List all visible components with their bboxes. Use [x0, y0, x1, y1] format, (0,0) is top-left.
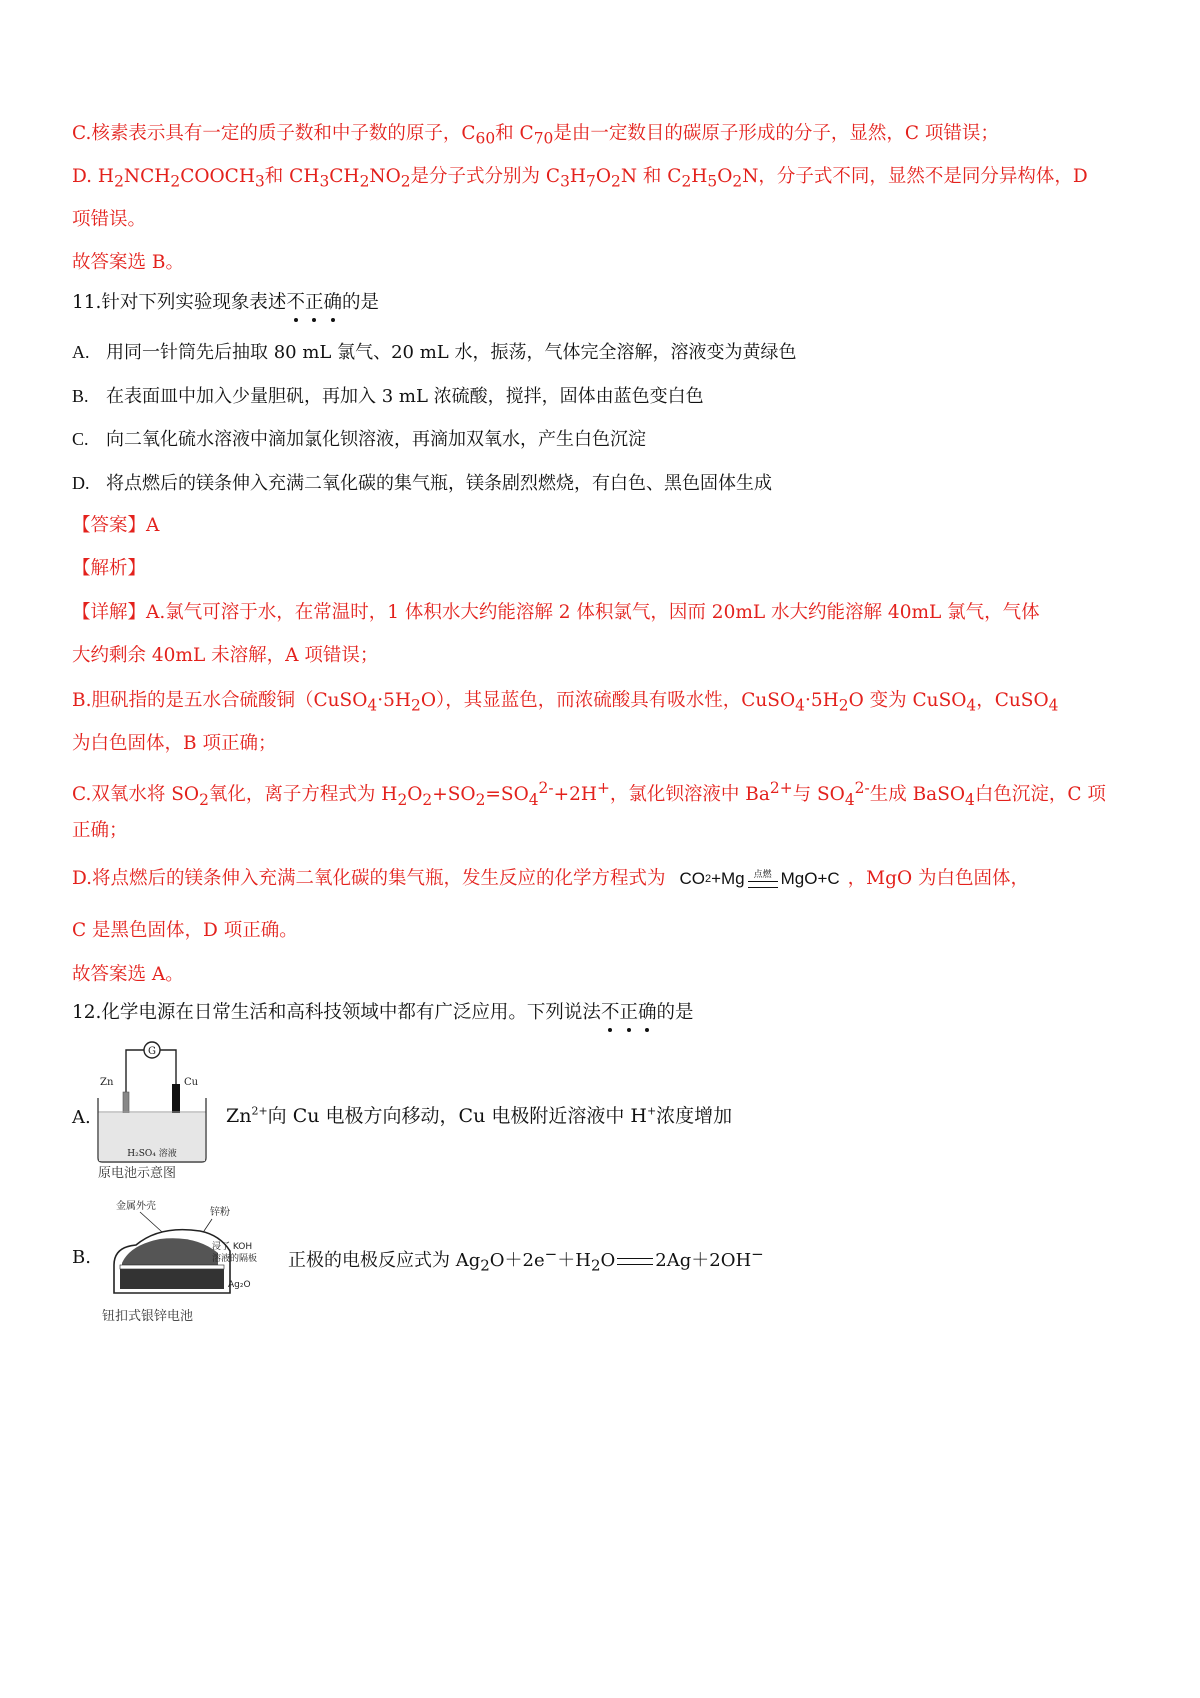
svg-text:Ag₂O: Ag₂O: [228, 1280, 251, 1290]
q11-option-c: C. 向二氧化硫水溶液中滴加氯化钡溶液，再滴加双氧水，产生白色沉淀: [72, 429, 646, 450]
button-battery-figure: [100, 1195, 280, 1325]
mg-co2-equation: CO 2 +Mg 点燃 MgO+C: [679, 869, 840, 888]
q12-option-b-text: 正极的电极反应式为 $Ag_2O+2e^-+H_2O$ 2Ag＋2OH−: [288, 1245, 764, 1275]
galvanic-cell-figure: [94, 1040, 218, 1180]
explain-c-line: C.核素表示具有一定的质子数和中子数的原子，$C_{60}$和 $C_{70}$是由一定数目的碳原子形成的分子，显然，C 项错误；: [72, 123, 999, 148]
q11-stem: 11.针对下列实验现象表述不正确的是: [72, 290, 1130, 316]
q11-analysis-title: 【解析】: [72, 558, 147, 579]
equals-ignite-sign: 点燃: [748, 871, 778, 888]
double-bond-equals: [617, 1258, 653, 1265]
answer-b-conclusion: 故答案选 B。: [72, 252, 184, 273]
explain-d-line: D. $H_2NCH_2COOCH_3$和 $CH_3CH_2NO_2$是分子式分别为 $C_3H_7O_2N$ 和 $C_2H_5O_2N$，分子式不同，显然不是同分异构体，D: [72, 166, 1088, 191]
q11-detail-d2: C 是黑色固体，D 项正确。: [72, 920, 298, 941]
button-battery-diagram: [100, 1195, 280, 1305]
q11-option-a: A. 用同一针筒先后抽取 80 mL 氯气、20 mL 水，振荡，气体完全溶解，溶液变为黄绿色: [72, 342, 797, 363]
q11-detail-c1: C.双氧水将 $SO_2$氧化，离子方程式为 $H_2O_2+SO_2=SO_4^{2-}+2H^+$，氯化钡溶液中 $Ba^{2+}$与 $SO_4^{2-}$生成 BaSO$_4$白色沉淀，C 项: [72, 779, 1106, 809]
q11-option-b: B. 在表面皿中加入少量胆矾，再加入 3 mL 浓硫酸，搅拌，固体由蓝色变白色: [72, 386, 704, 407]
explain-d-cont: 项错误。: [72, 209, 147, 230]
q11-detail-b1: B.胆矾指的是五水合硫酸铜$(CuSO_4\cdot 5H_2O)$，其显蓝色，而浓硫酸具有吸水性，$CuSO_4\cdot 5H_2O$ 变为 CuSO$_4$，CuSO$_4$: [72, 690, 1059, 715]
q11-detail-b2: 为白色固体，B 项正确；: [72, 733, 277, 754]
q11-option-d: D. 将点燃后的镁条伸入充满二氧化碳的集气瓶，镁条剧烈燃烧，有白色、黑色固体生成: [72, 473, 772, 494]
galvanic-cell-caption: 原电池示意图: [98, 1166, 177, 1181]
q12-option-a-text: $Zn^{2+}$向 Cu 电极方向移动，Cu 电极附近溶液中 H+浓度增加: [226, 1104, 733, 1127]
q12-option-a-label: A.: [72, 1107, 91, 1128]
svg-text:G: G: [148, 1046, 156, 1057]
q11-conclusion: 故答案选 A。: [72, 964, 184, 985]
svg-text:H₂SO₄ 溶液: H₂SO₄ 溶液: [127, 1149, 177, 1159]
svg-text:金属外壳: 金属外壳: [116, 1201, 156, 1212]
galvanic-cell-diagram: [94, 1040, 218, 1180]
q11-detail-c2: 正确；: [72, 820, 128, 841]
q11-detail-a1: 【详解】A.氯气可溶于水，在常温时，1 体积水大约能溶解 2 体积氯气，因而 20mL 水大约能溶解 40mL 氯气，气体: [72, 602, 1040, 623]
svg-text:Cu: Cu: [184, 1077, 199, 1088]
q12-option-b-label: B.: [72, 1247, 91, 1268]
svg-text:锌粉: 锌粉: [210, 1207, 230, 1218]
svg-text:浸了 KOH: 浸了 KOH: [212, 1242, 253, 1252]
q12-stem: 12.化学电源在日常生活和高科技领域中都有广泛应用。下列说法不正确的是: [72, 1000, 1130, 1026]
q11-detail-d1: D.将点燃后的镁条伸入充满二氧化碳的集气瓶，发生反应的化学方程式为 CO 2 +Mg 点燃 MgO+C ，MgO 为白色固体，: [72, 866, 1130, 892]
svg-text:溶液的隔板: 溶液的隔板: [212, 1254, 258, 1264]
q11-answer: 【答案】A: [72, 515, 160, 536]
q11-detail-a2: 大约剩余 40mL 未溶解，A 项错误；: [72, 645, 379, 666]
svg-text:Zn: Zn: [100, 1077, 114, 1088]
button-battery-caption: 钮扣式银锌电池: [102, 1309, 194, 1324]
